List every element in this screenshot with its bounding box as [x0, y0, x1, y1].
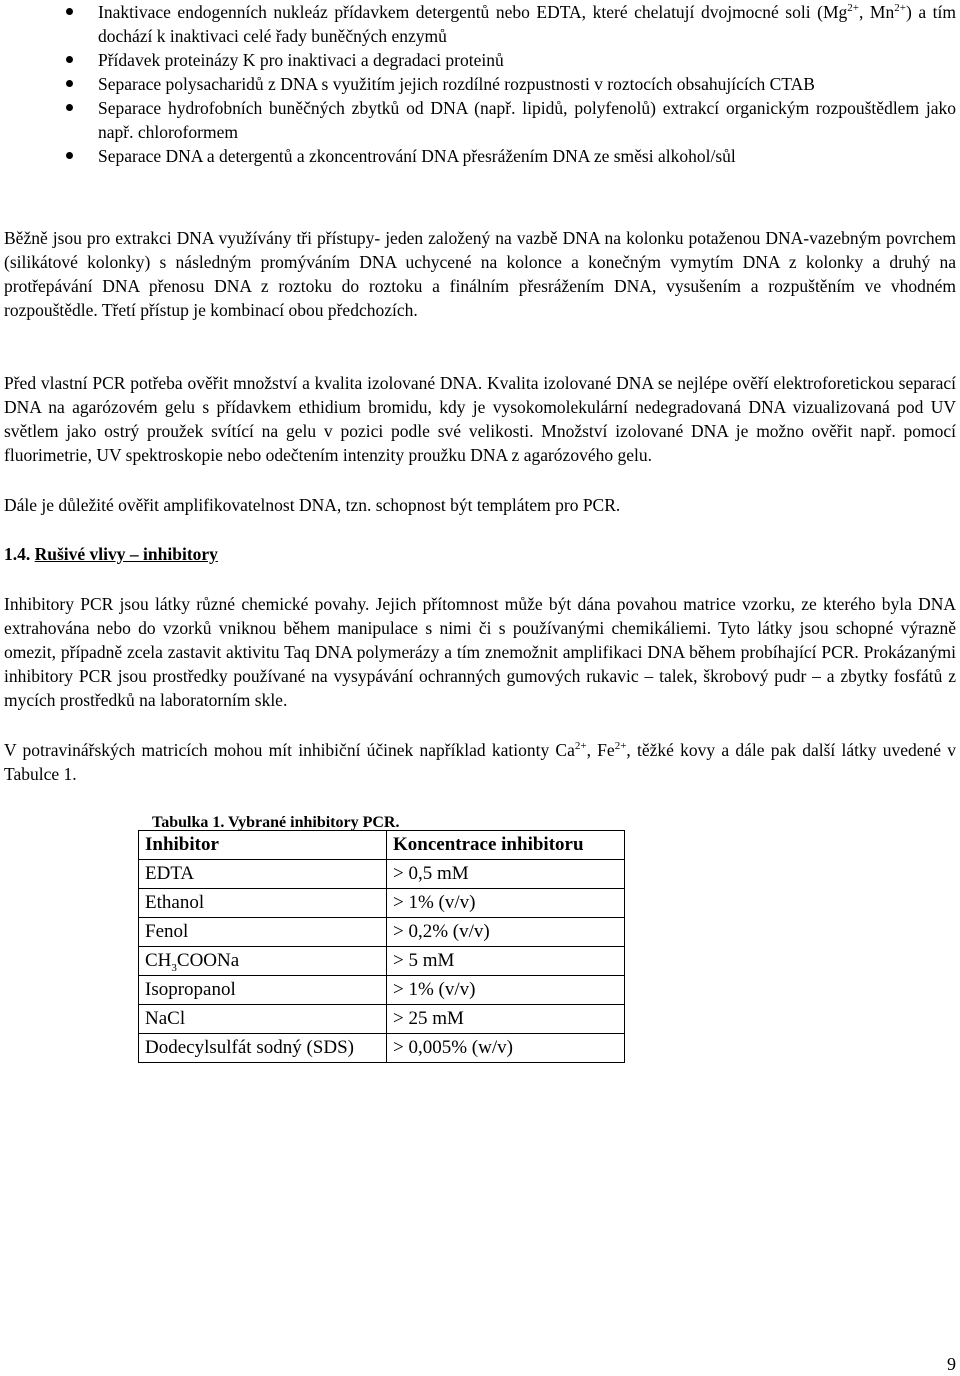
table-header-row — [139, 831, 625, 860]
concentration-cell: > 0,005% (w/v) — [387, 1034, 625, 1063]
concentration-cell: > 25 mM — [387, 1005, 625, 1034]
bullet-icon — [66, 152, 73, 159]
list-item: Separace DNA a detergentů a zkoncentrování DNA přesrážením DNA ze směsi alkohol/sůl — [0, 144, 960, 168]
table-row — [139, 947, 625, 976]
table-row — [139, 1005, 625, 1034]
section-heading — [4, 542, 218, 566]
section-number: 1.4. — [4, 544, 31, 564]
paragraph-extraction-approaches: Běžně jsou pro extrakci DNA využívány tři přístupy- jeden založený na vazbě DNA na kolonku potaženou DNA-vazebným povrchem (silikátové kolonky) s následným promýváním DNA uchycené na kolonce a konečným vymytím DNA z kolonky a druhý na protřepávání DNA přenosu DNA z roztoku do roztoku a finálním přesrážením DNA, vysušením a rozpuštěním ve vhodném rozpouštědle. Třetí přístup je kombinací obou předchozích. — [4, 228, 956, 320]
paragraph-dna-quality: Před vlastní PCR potřeba ověřit množství a kvalita izolované DNA. Kvalita izolované DNA se nejlépe ověří elektroforetickou separací DNA na agarózovém gelu s přídavkem ethidium bromidu, kdy je vysokomolekulární nedegradovaná DNA vizualizovaná pod UV světlem jako ostrý proužek svítící na gelu v pozici podle své velikosti. Množství izolované DNA je možno ověřit např. pomocí fluorimetrie, UV spektroskopie nebo odečtením intenzity proužku DNA z agarózového gelu. — [4, 373, 956, 465]
list-item: Přídavek proteinázy K pro inaktivaci a degradaci proteinů — [0, 48, 960, 72]
table-row — [139, 918, 625, 947]
inhibitor-cell: NaCl — [139, 1005, 387, 1034]
inhibitor-cell: Fenol — [139, 918, 387, 947]
inhibitor-cell: Isopropanol — [139, 976, 387, 1005]
paragraph-inhibitors: Inhibitory PCR jsou látky různé chemické povahy. Jejich přítomnost může být dána povahou matrice vzorku, ze kterého byla DNA extrahována nebo do vzorků vniknou během manipulace s nimi či s používanými chemikáliemi. Tyto látky jsou schopné výrazně omezit, případně zcela zastavit aktivitu Taq DNA polymerázy a tím znemožnit amplifikaci DNA během probíhající PCR. Prokázanými inhibitory PCR jsou prostředky používané na vysypávání ochranných gumových rukavic – talek, škrobový pudr – a zbytky fosfátů z mycích prostředků na laboratorním skle. — [4, 594, 956, 710]
list-item: Inaktivace endogenních nukleáz přídavkem detergentů nebo EDTA, které chelatují dvojmocné soli ($Mg^{2+}$, $Mn^{2+}$) a tím dochází k inaktivaci celé řady buněčných enzymů — [0, 0, 960, 48]
page-number: 9 — [947, 1354, 956, 1374]
extraction-steps-list — [0, 0, 960, 168]
paragraph-food-matrices: V potravinářských matricích mohou mít inhibiční účinek například kationty $Ca^{2+}$, $Fe^{2+}$, těžké kovy a dále pak další látky uvedené v Tabulce 1. — [4, 740, 956, 784]
inhibitor-cell: Dodecylsulfát sodný (SDS) — [139, 1034, 387, 1063]
inhibitors-table — [138, 830, 625, 1063]
bullet-icon — [66, 104, 73, 111]
column-header-concentration: Koncentrace inhibitoru — [387, 831, 625, 860]
concentration-cell: > 1% (v/v) — [387, 889, 625, 918]
section-title: Rušivé vlivy – inhibitory — [34, 544, 218, 564]
bullet-icon — [66, 80, 73, 87]
table-row — [139, 889, 625, 918]
table-row — [139, 976, 625, 1005]
table-row — [139, 1034, 625, 1063]
list-item: Separace hydrofobních buněčných zbytků od DNA (např. lipidů, polyfenolů) extrakcí organickým rozpouštědlem jako např. chloroformem — [0, 96, 960, 144]
table-row — [139, 860, 625, 889]
concentration-cell: > 0,5 mM — [387, 860, 625, 889]
inhibitor-cell: EDTA — [139, 860, 387, 889]
column-header-inhibitor: Inhibitor — [139, 831, 387, 860]
inhibitor-cell: $CH_3COONa$ — [139, 947, 387, 976]
paragraph-amplifiability: Dále je důležité ověřit amplifikovatelnost DNA, tzn. schopnost být templátem pro PCR. — [4, 495, 621, 515]
bullet-icon — [66, 8, 73, 15]
concentration-cell: > 1% (v/v) — [387, 976, 625, 1005]
concentration-cell: > 5 mM — [387, 947, 625, 976]
list-item: Separace polysacharidů z DNA s využitím jejich rozdílné rozpustnosti v roztocích obsahujících CTAB — [0, 72, 960, 96]
concentration-cell: > 0,2% (v/v) — [387, 918, 625, 947]
inhibitor-cell: Ethanol — [139, 889, 387, 918]
table-caption: Tabulka 1. Vybrané inhibitory PCR. — [152, 814, 400, 831]
bullet-icon — [66, 56, 73, 63]
